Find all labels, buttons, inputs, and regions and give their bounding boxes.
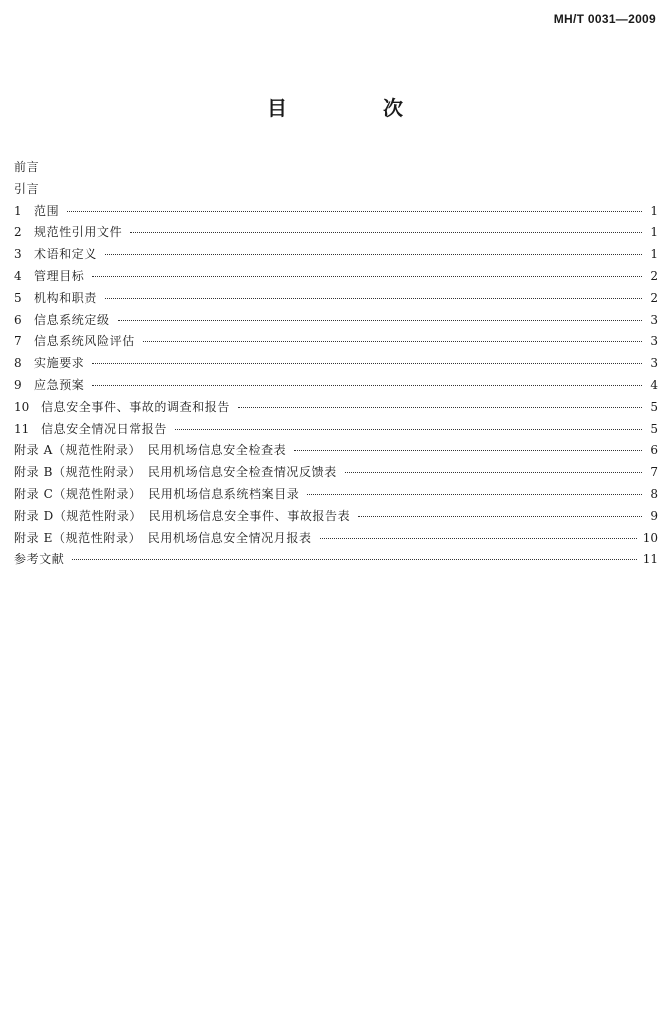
toc-entry-label: 范围 bbox=[34, 203, 60, 218]
toc-entry-label: 前言 bbox=[14, 160, 40, 174]
dot-leader bbox=[105, 298, 642, 299]
toc-entry-label: 信息安全事件、事故的调查和报告 bbox=[41, 399, 231, 414]
dot-leader bbox=[130, 232, 642, 233]
toc-entry-2[interactable] bbox=[14, 223, 658, 245]
standard-code: MH/T 0031—2009 bbox=[553, 12, 656, 26]
dot-leader bbox=[238, 407, 642, 408]
toc-entry-label: 应急预案 bbox=[34, 377, 85, 392]
toc-entry-page: 4 bbox=[650, 377, 658, 392]
toc-entry-number: 11 bbox=[14, 421, 30, 436]
toc-entry-page: 3 bbox=[650, 334, 658, 349]
table-of-contents bbox=[14, 158, 658, 572]
toc-entry-label: 附录 A（规范性附录） 民用机场信息安全检查表 bbox=[14, 443, 287, 458]
dot-leader bbox=[92, 385, 642, 386]
toc-entry-label: 规范性引用文件 bbox=[34, 225, 123, 240]
dot-leader bbox=[143, 341, 642, 342]
toc-entry-label: 附录 B（规范性附录） 民用机场信息安全检查情况反馈表 bbox=[14, 465, 337, 480]
toc-entry-4[interactable] bbox=[14, 267, 658, 289]
toc-entry-label: 附录 E（规范性附录） 民用机场信息安全情况月报表 bbox=[14, 530, 312, 545]
toc-entry-label: 机构和职责 bbox=[34, 290, 98, 305]
toc-entry-number: 8 bbox=[14, 356, 22, 371]
toc-entry-label: 信息系统定级 bbox=[34, 312, 110, 327]
toc-entry-label: 管理目标 bbox=[34, 268, 85, 283]
toc-entry-page: 1 bbox=[650, 247, 658, 262]
toc-entry-appendix-e[interactable] bbox=[14, 529, 658, 551]
toc-entry-page: 10 bbox=[642, 530, 658, 545]
toc-entry-introduction[interactable] bbox=[14, 180, 658, 202]
toc-entry-page: 11 bbox=[642, 552, 658, 567]
toc-entry-appendix-c[interactable] bbox=[14, 485, 658, 507]
toc-entry-10[interactable] bbox=[14, 398, 658, 420]
dot-leader bbox=[345, 472, 642, 473]
toc-entry-page: 8 bbox=[650, 486, 658, 501]
toc-entry-foreword[interactable] bbox=[14, 158, 658, 180]
dot-leader bbox=[175, 429, 642, 430]
toc-entry-8[interactable] bbox=[14, 354, 658, 376]
toc-entry-label: 参考文献 bbox=[14, 552, 65, 567]
toc-entry-page: 1 bbox=[650, 203, 658, 218]
toc-entry-5[interactable] bbox=[14, 289, 658, 311]
toc-entry-number: 10 bbox=[14, 399, 30, 414]
toc-entry-9[interactable] bbox=[14, 376, 658, 398]
toc-entry-label: 引言 bbox=[14, 181, 40, 196]
toc-entry-page: 5 bbox=[650, 421, 658, 436]
toc-entry-1[interactable] bbox=[14, 202, 658, 224]
toc-entry-6[interactable] bbox=[14, 311, 658, 333]
toc-entry-appendix-b[interactable] bbox=[14, 463, 658, 485]
toc-entry-label: 信息系统风险评估 bbox=[34, 334, 135, 349]
dot-leader bbox=[67, 211, 642, 212]
toc-entry-7[interactable] bbox=[14, 332, 658, 354]
toc-entry-references[interactable] bbox=[14, 550, 658, 572]
toc-entry-appendix-d[interactable] bbox=[14, 507, 658, 529]
toc-entry-page: 6 bbox=[650, 443, 658, 458]
dot-leader bbox=[118, 320, 642, 321]
dot-leader bbox=[92, 363, 642, 364]
toc-entry-number: 6 bbox=[14, 312, 22, 327]
toc-entry-label: 术语和定义 bbox=[34, 247, 98, 262]
toc-entry-label: 信息安全情况日常报告 bbox=[41, 421, 168, 436]
toc-entry-page: 9 bbox=[650, 508, 658, 523]
toc-entry-3[interactable] bbox=[14, 245, 658, 267]
toc-entry-page: 3 bbox=[650, 312, 658, 327]
dot-leader bbox=[320, 538, 637, 539]
toc-entry-number: 5 bbox=[14, 290, 22, 305]
toc-entry-number: 9 bbox=[14, 377, 22, 392]
toc-entry-number: 4 bbox=[14, 268, 22, 283]
toc-entry-number: 7 bbox=[14, 334, 22, 349]
toc-entry-appendix-a[interactable] bbox=[14, 441, 658, 463]
toc-entry-page: 2 bbox=[650, 290, 658, 305]
dot-leader bbox=[92, 276, 642, 277]
dot-leader bbox=[358, 516, 642, 517]
dot-leader bbox=[294, 450, 642, 451]
toc-entry-page: 2 bbox=[650, 268, 658, 283]
toc-entry-number: 3 bbox=[14, 247, 22, 262]
dot-leader bbox=[72, 559, 636, 560]
page-title: 目 次 bbox=[267, 96, 441, 120]
toc-entry-label: 附录 C（规范性附录） 民用机场信息系统档案目录 bbox=[14, 486, 300, 501]
toc-entry-page: 7 bbox=[650, 465, 658, 480]
dot-leader bbox=[105, 254, 642, 255]
toc-entry-page: 1 bbox=[650, 225, 658, 240]
toc-entry-page: 5 bbox=[650, 399, 658, 414]
toc-entry-label: 附录 D（规范性附录） 民用机场信息安全事件、事故报告表 bbox=[14, 508, 351, 523]
toc-entry-11[interactable] bbox=[14, 420, 658, 442]
dot-leader bbox=[307, 494, 642, 495]
toc-entry-number: 1 bbox=[14, 203, 22, 218]
toc-entry-number: 2 bbox=[14, 225, 22, 240]
toc-entry-page: 3 bbox=[650, 356, 658, 371]
toc-entry-label: 实施要求 bbox=[34, 356, 85, 371]
